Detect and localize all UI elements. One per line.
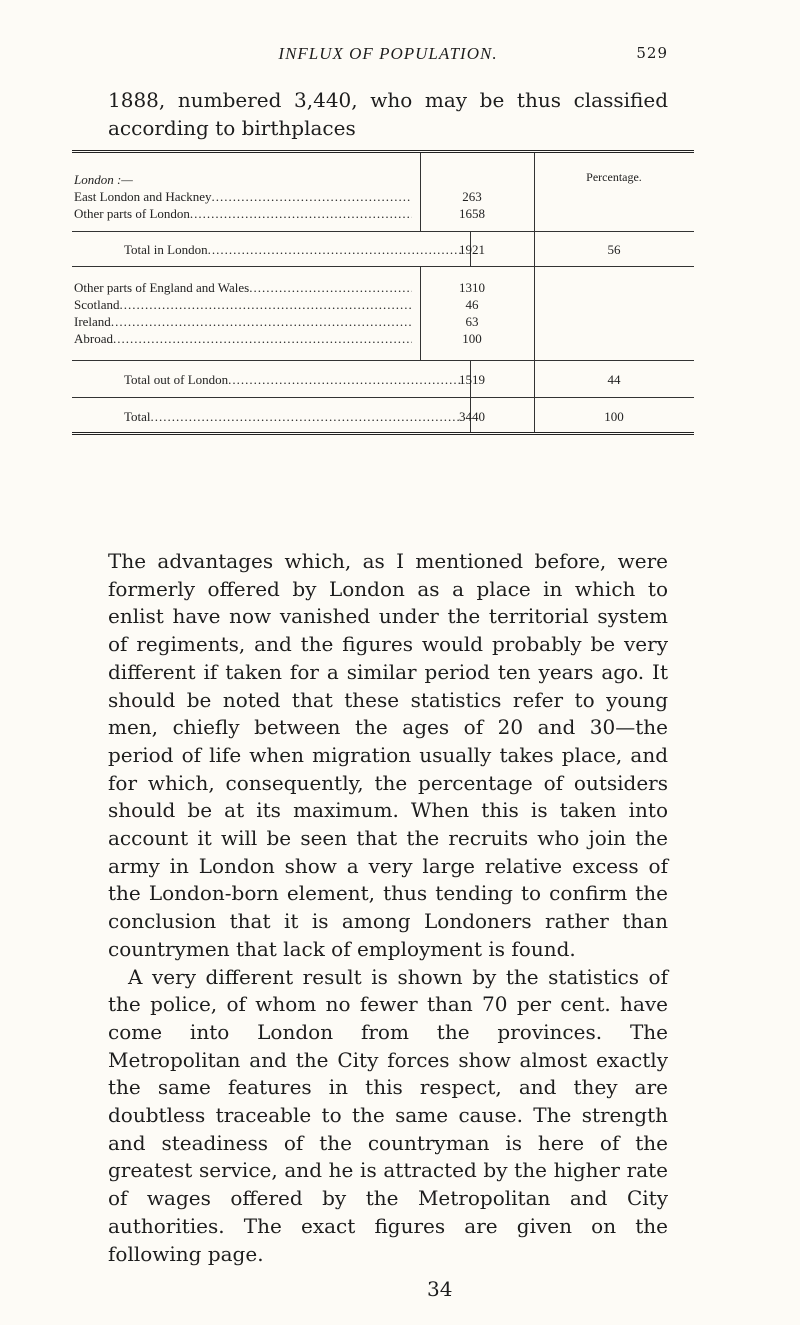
percentage-header: Percentage.	[586, 170, 642, 184]
table-row-total-out	[72, 361, 694, 398]
value-scotland: 46	[465, 297, 479, 312]
page-header	[108, 44, 668, 70]
table-row-total-london	[72, 232, 694, 267]
row-label-ireland: Ireland .....	[74, 313, 412, 330]
total-out-value: 1519	[459, 372, 485, 387]
total-pct: 100	[604, 409, 624, 424]
total-out-pct: 44	[607, 372, 621, 387]
body-text	[108, 548, 668, 1268]
table-row-outside	[72, 267, 694, 361]
value-east-london: 263	[462, 189, 482, 204]
total-london-pct: 56	[607, 242, 621, 257]
total-label: Total .....	[124, 408, 462, 425]
intro-text: 1888, numbered 3,440, who may be thus classified according to birthplaces	[108, 88, 668, 140]
total-out-label: Total out of London .....	[124, 371, 462, 388]
running-title: INFLUX OF POPULATION.	[278, 44, 498, 63]
value-other-london: 1658	[459, 206, 485, 221]
row-label-england-wales: Other parts of England and Wales .....	[74, 279, 412, 296]
row-label-other-london: Other parts of London .....	[74, 205, 412, 222]
total-value: 3440	[459, 409, 485, 424]
table-row-london	[72, 153, 694, 232]
london-heading: London :—	[74, 172, 133, 187]
value-england-wales: 1310	[459, 280, 485, 295]
birthplace-table	[72, 150, 694, 435]
table-cell-numbers	[410, 153, 535, 231]
row-label-scotland: Scotland .....	[74, 296, 412, 313]
signature-mark: 34	[427, 1277, 453, 1301]
row-label-abroad: Abroad .....	[74, 330, 412, 347]
paragraph-1: The advantages which, as I mentioned before, were formerly offered by London as a place in which to enlist have now vanished under the territorial system of regiments, and the figures would probably be very different if taken for a similar period ten years ago. It should be noted that these statistics refer to young men, chiefly between the ages of 20 and 30—the period of life when migration usually takes place, and for which, consequently, the percentage of outsiders should be at its maximum. When this is taken into account it will be seen that the recruits who join the army in London show a very large relative excess of the London-born element, thus tending to confirm the conclusion that it is among Londoners rather than countrymen that lack of employment is found.	[108, 549, 668, 961]
paragraph-2: A very different result is shown by the statistics of the police, of whom no fewer than 70 per cent. have come into London from the provinces. The Metropolitan and the City forces show almost exactly the same features in this respect, and they are doubtless traceable to the same cause. The strength and steadiness of the countryman is here of the greatest service, and he is attracted by the higher rate of wages offered by the Metropolitan and City authorities. The exact figures are given on the following page.	[108, 964, 668, 1266]
table-cell-label	[72, 153, 421, 231]
total-london-value: 1921	[459, 242, 485, 257]
table-cell-percentage	[534, 153, 694, 231]
page-number: 529	[636, 44, 668, 62]
value-ireland: 63	[465, 314, 479, 329]
row-label-east-london: East London and Hackney .....	[74, 188, 412, 205]
table-row-total	[72, 398, 694, 435]
total-london-label: Total in London .....	[124, 241, 462, 258]
value-abroad: 100	[462, 331, 482, 346]
